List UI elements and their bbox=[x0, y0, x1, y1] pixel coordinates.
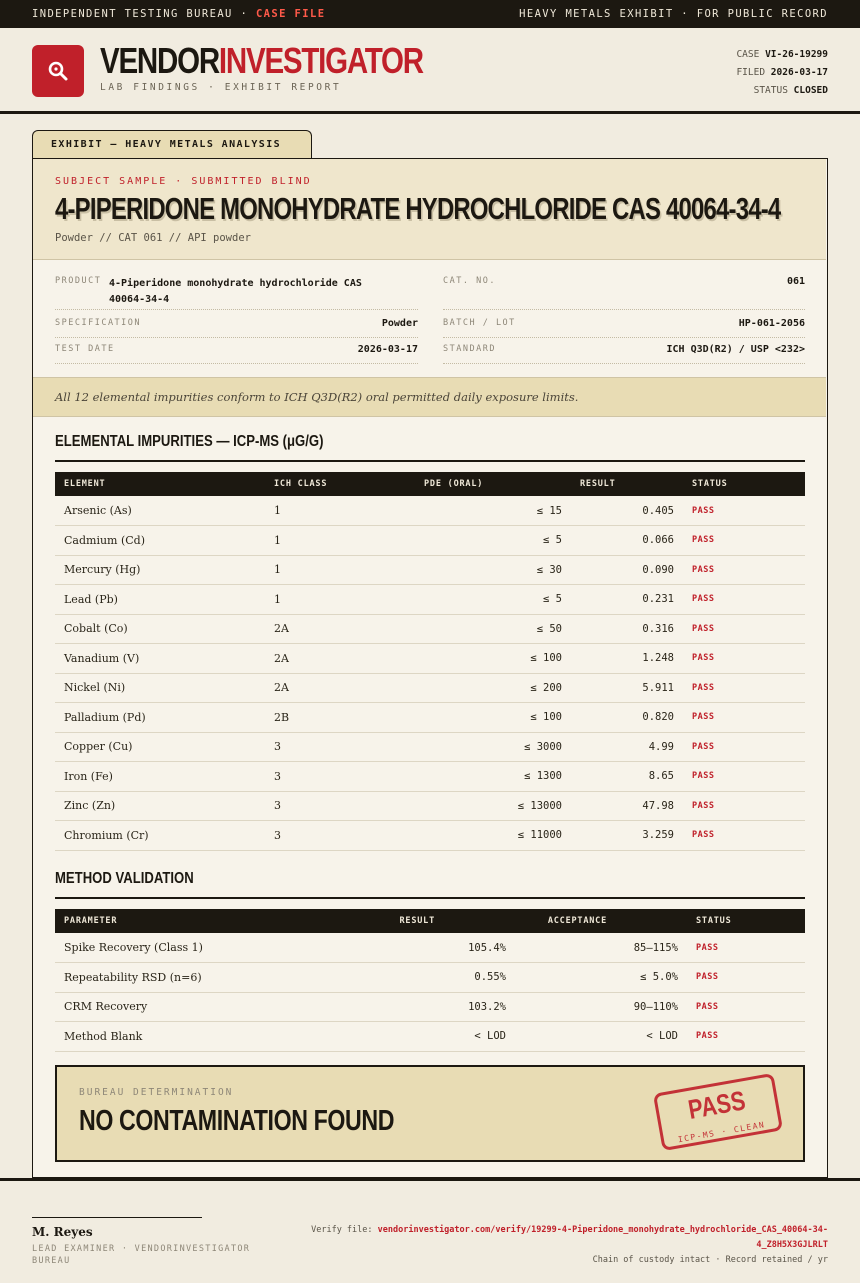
magnifier-icon bbox=[46, 59, 70, 83]
exhibit-tab[interactable]: EXHIBIT — HEAVY METALS ANALYSIS bbox=[32, 130, 312, 159]
footer-divider bbox=[0, 1178, 860, 1181]
case-number: VI-26-19299 bbox=[765, 49, 828, 60]
product-field bbox=[55, 276, 418, 310]
table-row bbox=[55, 762, 805, 792]
table-row bbox=[55, 526, 805, 556]
parameter-name: Method Blank bbox=[55, 1022, 275, 1052]
status-badge: PASS bbox=[683, 614, 805, 644]
table-row bbox=[55, 585, 805, 615]
element-name: Copper (Cu) bbox=[55, 732, 265, 762]
result-value: 5.911 bbox=[571, 673, 683, 703]
result-value: < LOD bbox=[275, 1022, 515, 1052]
pde-limit: ≤ 30 bbox=[415, 555, 571, 585]
acceptance-range: 85–115% bbox=[515, 933, 687, 963]
magnifier-logo-icon[interactable] bbox=[32, 45, 84, 97]
pde-limit: ≤ 50 bbox=[415, 614, 571, 644]
result-value: 0.316 bbox=[571, 614, 683, 644]
pde-limit: ≤ 100 bbox=[415, 703, 571, 733]
determination-verdict: NO CONTAMINATION FOUND bbox=[79, 1105, 395, 1137]
table-row bbox=[55, 933, 805, 963]
validation-header-row bbox=[55, 909, 805, 933]
specification-label: SPECIFICATION bbox=[55, 318, 142, 328]
parameter-name: Repeatability RSD (n=6) bbox=[55, 963, 275, 993]
pde-limit: ≤ 13000 bbox=[415, 791, 571, 821]
column-header-ich-class: ICH CLASS bbox=[265, 472, 415, 496]
impurities-header-row bbox=[55, 472, 805, 496]
ich-class: 1 bbox=[265, 496, 415, 526]
test-date-value: 2026-03-17 bbox=[357, 344, 418, 355]
element-name: Palladium (Pd) bbox=[55, 703, 265, 733]
specification-field bbox=[55, 318, 418, 338]
verify-label: Verify file: bbox=[311, 1225, 373, 1235]
result-value: 0.405 bbox=[571, 496, 683, 526]
result-value: 47.98 bbox=[571, 791, 683, 821]
table-row bbox=[55, 555, 805, 585]
result-value: 0.066 bbox=[571, 526, 683, 556]
result-value: 0.55% bbox=[275, 963, 515, 993]
element-name: Mercury (Hg) bbox=[55, 555, 265, 585]
status-badge: PASS bbox=[687, 992, 805, 1022]
column-header-element: ELEMENT bbox=[55, 472, 265, 496]
test-date-label: TEST DATE bbox=[55, 344, 115, 354]
standard-field bbox=[443, 344, 805, 364]
result-value: 105.4% bbox=[275, 933, 515, 963]
element-name: Arsenic (As) bbox=[55, 496, 265, 526]
element-name: Vanadium (V) bbox=[55, 644, 265, 674]
top-bar-bureau: INDEPENDENT TESTING BUREAU · bbox=[32, 8, 249, 20]
table-row bbox=[55, 791, 805, 821]
impurities-heading: ELEMENTAL IMPURITIES — ICP-MS (μG/G) bbox=[55, 433, 324, 450]
ich-class: 3 bbox=[265, 732, 415, 762]
ich-class: 1 bbox=[265, 585, 415, 615]
element-name: Zinc (Zn) bbox=[55, 791, 265, 821]
status-badge: PASS bbox=[687, 963, 805, 993]
case-number-row bbox=[736, 46, 828, 64]
pass-stamp bbox=[653, 1073, 783, 1151]
status-badge: PASS bbox=[683, 526, 805, 556]
product-label: PRODUCT bbox=[55, 276, 102, 286]
pde-limit: ≤ 5 bbox=[415, 585, 571, 615]
validation-heading-rule bbox=[55, 897, 805, 899]
impurities-table bbox=[55, 472, 805, 851]
signer-role: LEAD EXAMINER · VENDORINVESTIGATOR BUREAU bbox=[32, 1244, 251, 1266]
status-badge: PASS bbox=[683, 791, 805, 821]
parameter-name: CRM Recovery bbox=[55, 992, 275, 1022]
cat-no-label: CAT. NO. bbox=[443, 276, 496, 286]
brand-wordmark[interactable] bbox=[100, 40, 423, 82]
table-row bbox=[55, 644, 805, 674]
ich-class: 2A bbox=[265, 673, 415, 703]
status-badge: PASS bbox=[687, 933, 805, 963]
status-label: STATUS bbox=[753, 85, 788, 96]
signer-name: M. Reyes bbox=[32, 1225, 93, 1239]
case-meta bbox=[736, 46, 828, 100]
element-name: Lead (Pb) bbox=[55, 585, 265, 615]
pde-limit: ≤ 200 bbox=[415, 673, 571, 703]
column-header-result: RESULT bbox=[571, 472, 683, 496]
result-value: 0.231 bbox=[571, 585, 683, 615]
table-row bbox=[55, 703, 805, 733]
standard-label: STANDARD bbox=[443, 344, 496, 354]
batch-label: BATCH / LOT bbox=[443, 318, 516, 328]
product-value: 4-Piperidone monohydrate hydrochloride CAS 40064-34-4 bbox=[109, 278, 362, 305]
ich-class: 2B bbox=[265, 703, 415, 733]
table-row bbox=[55, 1022, 805, 1052]
case-label: CASE bbox=[736, 49, 760, 60]
batch-value: HP-061-2056 bbox=[738, 318, 805, 329]
top-bar-right: HEAVY METALS EXHIBIT · FOR PUBLIC RECORD bbox=[519, 8, 828, 20]
table-row bbox=[55, 673, 805, 703]
element-name: Cobalt (Co) bbox=[55, 614, 265, 644]
cat-no-value: 061 bbox=[786, 276, 805, 287]
pde-limit: ≤ 15 bbox=[415, 496, 571, 526]
determination-box bbox=[55, 1065, 805, 1162]
status-badge: PASS bbox=[683, 762, 805, 792]
filed-date: 2026-03-17 bbox=[770, 67, 828, 78]
table-row bbox=[55, 732, 805, 762]
brand-part-vendor: VENDOR bbox=[100, 40, 219, 81]
table-row bbox=[55, 614, 805, 644]
verify-line bbox=[268, 1223, 828, 1253]
parameter-name: Spike Recovery (Class 1) bbox=[55, 933, 275, 963]
column-header-acceptance: ACCEPTANCE bbox=[515, 909, 687, 933]
specification-value: Powder bbox=[381, 318, 418, 329]
table-row bbox=[55, 821, 805, 851]
result-value: 4.99 bbox=[571, 732, 683, 762]
status-badge: PASS bbox=[683, 585, 805, 615]
batch-field bbox=[443, 318, 805, 338]
table-row bbox=[55, 963, 805, 993]
top-bar-case-file: CASE FILE bbox=[255, 8, 326, 20]
status-badge: PASS bbox=[687, 1022, 805, 1052]
ich-class: 3 bbox=[265, 762, 415, 792]
verify-link[interactable]: vendorinvestigator.com/verify/19299-4-Piperidone_monohydrate_hydrochloride_CAS_40064-34-4_Z8H5X3GJLRLT bbox=[377, 1225, 828, 1250]
ich-class: 1 bbox=[265, 526, 415, 556]
status-badge: PASS bbox=[683, 496, 805, 526]
determination-label: BUREAU DETERMINATION bbox=[79, 1087, 234, 1098]
element-name: Chromium (Cr) bbox=[55, 821, 265, 851]
ich-class: 1 bbox=[265, 555, 415, 585]
acceptance-range: 90–110% bbox=[515, 992, 687, 1022]
column-header-status: STATUS bbox=[683, 472, 805, 496]
status-badge: PASS bbox=[683, 673, 805, 703]
validation-table bbox=[55, 909, 805, 1052]
filed-date-row bbox=[736, 64, 828, 82]
custody-note: Chain of custody intact · Record retained / yr bbox=[592, 1255, 828, 1265]
status-row bbox=[736, 82, 828, 100]
result-value: 1.248 bbox=[571, 644, 683, 674]
verify-block bbox=[268, 1223, 828, 1268]
ich-class: 3 bbox=[265, 821, 415, 851]
status-badge: PASS bbox=[683, 555, 805, 585]
table-row bbox=[55, 992, 805, 1022]
column-header-result: RESULT bbox=[275, 909, 515, 933]
header-divider bbox=[0, 111, 860, 114]
result-value: 8.65 bbox=[571, 762, 683, 792]
table-row bbox=[55, 496, 805, 526]
pde-limit: ≤ 100 bbox=[415, 644, 571, 674]
pde-limit: ≤ 11000 bbox=[415, 821, 571, 851]
pde-limit: ≤ 5 bbox=[415, 526, 571, 556]
column-header-pde: PDE (ORAL) bbox=[415, 472, 571, 496]
pde-limit: ≤ 1300 bbox=[415, 762, 571, 792]
ich-class: 2A bbox=[265, 614, 415, 644]
pde-limit: ≤ 3000 bbox=[415, 732, 571, 762]
sample-title: 4-PIPERIDONE MONOHYDRATE HYDROCHLORIDE CAS 40064-34-4 bbox=[55, 191, 781, 226]
ich-class: 2A bbox=[265, 644, 415, 674]
element-name: Cadmium (Cd) bbox=[55, 526, 265, 556]
validation-heading: METHOD VALIDATION bbox=[55, 870, 194, 887]
filed-label: FILED bbox=[736, 67, 766, 78]
result-value: 103.2% bbox=[275, 992, 515, 1022]
element-name: Nickel (Ni) bbox=[55, 673, 265, 703]
status-badge: PASS bbox=[683, 732, 805, 762]
status-badge: PASS bbox=[683, 821, 805, 851]
brand-tagline: LAB FINDINGS · EXHIBIT REPORT bbox=[100, 82, 342, 93]
acceptance-range: ≤ 5.0% bbox=[515, 963, 687, 993]
standard-value: ICH Q3D(R2) / USP <232> bbox=[666, 344, 805, 355]
subject-panel bbox=[33, 159, 826, 260]
result-value: 0.090 bbox=[571, 555, 683, 585]
ich-class: 3 bbox=[265, 791, 415, 821]
summary-note: All 12 elemental impurities conform to ICH Q3D(R2) oral permitted daily exposure limits. bbox=[33, 377, 826, 417]
signature-line bbox=[32, 1217, 202, 1218]
impurities-heading-rule bbox=[55, 460, 805, 462]
brand-part-investigator: INVESTIGATOR bbox=[218, 40, 423, 81]
column-header-status: STATUS bbox=[687, 909, 805, 933]
column-header-parameter: PARAMETER bbox=[55, 909, 275, 933]
sample-subtitle: Powder // CAT 061 // API powder bbox=[55, 232, 251, 244]
exhibit-card bbox=[32, 158, 828, 1178]
element-name: Iron (Fe) bbox=[55, 762, 265, 792]
subject-kicker: SUBJECT SAMPLE · SUBMITTED BLIND bbox=[55, 176, 312, 187]
status-badge: PASS bbox=[683, 703, 805, 733]
cat-no-field bbox=[443, 276, 805, 310]
test-date-field bbox=[55, 344, 418, 364]
top-bar bbox=[0, 0, 860, 28]
status-badge: PASS bbox=[683, 644, 805, 674]
stamp-main-text: PASS bbox=[686, 1085, 748, 1125]
case-status: CLOSED bbox=[793, 85, 828, 96]
stamp-sub-text: ICP-MS · CLEAN bbox=[677, 1120, 766, 1145]
top-bar-left bbox=[32, 8, 325, 20]
acceptance-range: < LOD bbox=[515, 1022, 687, 1052]
result-value: 3.259 bbox=[571, 821, 683, 851]
result-value: 0.820 bbox=[571, 703, 683, 733]
